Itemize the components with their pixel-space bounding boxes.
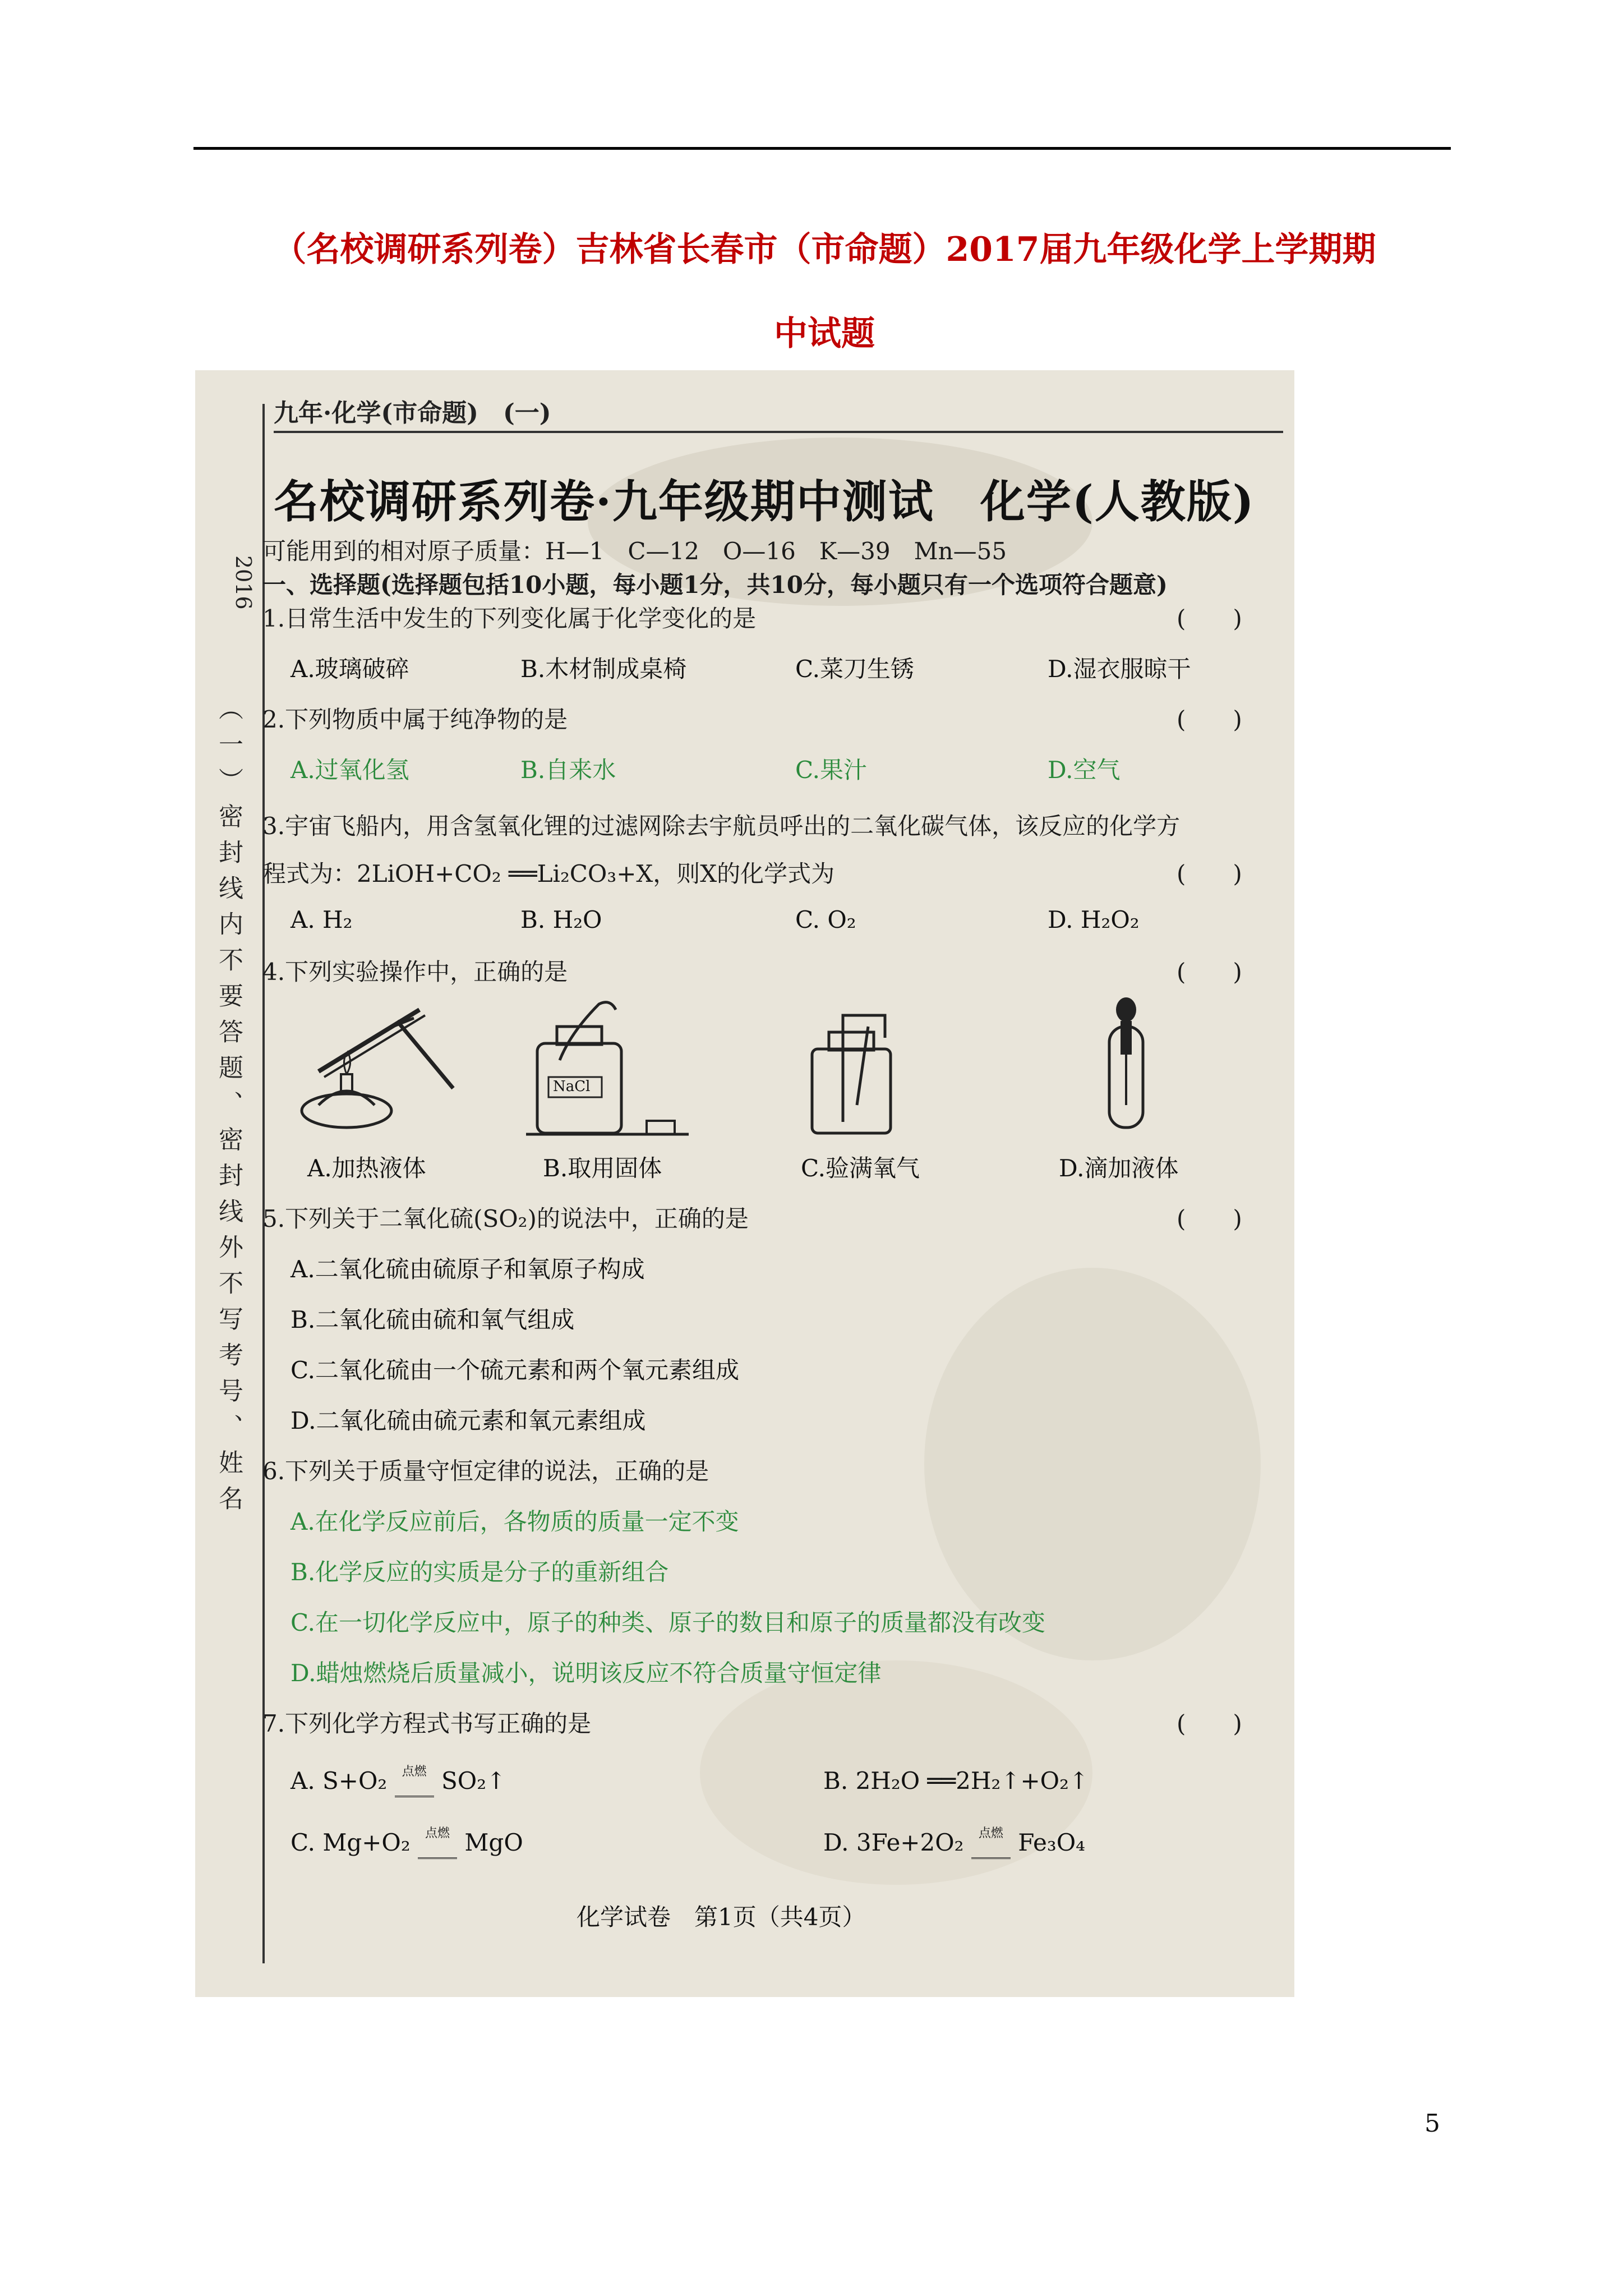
q7-option-a <box>291 1767 506 1797</box>
q7-option-c <box>291 1826 523 1859</box>
question-1-stem: 1.日常生活中发生的下列变化属于化学变化的是 <box>262 605 757 632</box>
q2-option-c: C.果汁 <box>795 756 867 784</box>
binding-vertical-text: （一）密封线内不要答题、密封线外不写考号、姓名 <box>214 696 243 1521</box>
reagent-bottle-illustration <box>526 993 694 1139</box>
question-7-stem: 7.下列化学方程式书写正确的是 <box>262 1710 592 1737</box>
q7-option-b: B. 2H₂O ══2H₂↑+O₂↑ <box>823 1767 1089 1795</box>
q7-a-products: SO₂↑ <box>441 1767 506 1795</box>
q5-option-c: C.二氧化硫由一个硫元素和两个氧元素组成 <box>291 1356 739 1384</box>
reaction-arrow <box>971 1826 1011 1859</box>
q6-option-c: C.在一切化学反应中，原子的种类、原子的数目和原子的质量都没有改变 <box>291 1609 1045 1636</box>
answer-paren: ( ) <box>1177 1710 1242 1737</box>
q1-option-a: A.玻璃破碎 <box>291 655 409 683</box>
q7-option-d <box>823 1826 1086 1859</box>
question-3-stem-line2: 程式为：2LiOH+CO₂ ══Li₂CO₃+X，则X的化学式为 <box>262 860 835 887</box>
exam-main-title: 名校调研系列卷·九年级期中测试 化学(人教版) <box>274 475 1255 528</box>
q3-option-c: C. O₂ <box>795 906 856 933</box>
q6-option-b: B.化学反应的实质是分子的重新组合 <box>291 1558 669 1586</box>
top-rule <box>193 147 1451 150</box>
q2-option-b: B.自来水 <box>520 756 616 784</box>
dropper-test-tube-illustration <box>1081 993 1171 1139</box>
q1-option-c: C.菜刀生锈 <box>795 655 914 683</box>
exam-sheet <box>262 370 1294 1997</box>
scanned-exam-page <box>195 370 1294 1997</box>
q7-c-products: MgO <box>464 1829 523 1856</box>
document-title <box>185 208 1464 376</box>
q4-option-b: B.取用固体 <box>543 1154 662 1182</box>
section-heading: 一、选择题(选择题包括10小题，每小题1分，共10分，每小题只有一个选项符合题意) <box>262 571 1168 599</box>
q3-option-d: D. H₂O₂ <box>1048 906 1140 933</box>
q3-option-b: B. H₂O <box>520 906 602 933</box>
question-4-stem: 4.下列实验操作中，正确的是 <box>262 958 568 986</box>
q2-option-d: D.空气 <box>1048 756 1121 784</box>
page-number: 5 <box>1424 2109 1440 2138</box>
q7-a-reactants: A. S+O₂ <box>291 1767 388 1795</box>
alcohol-lamp-heating-illustration <box>285 999 464 1133</box>
gas-bottle-oxygen-test-illustration <box>790 993 935 1139</box>
q4-option-d: D.滴加液体 <box>1059 1154 1179 1182</box>
question-5-stem: 5.下列关于二氧化硫(SO₂)的说法中，正确的是 <box>262 1205 749 1232</box>
atomic-mass-line: 可能用到的相对原子质量：H—1 C—12 O—16 K—39 Mn—55 <box>262 537 1007 565</box>
answer-paren: ( ) <box>1177 860 1242 887</box>
question-3-stem-line1: 3.宇宙飞船内，用含氢氧化锂的过滤网除去宇航员呼出的二氧化碳气体，该反应的化学方 <box>262 812 1181 840</box>
header-rule <box>274 431 1283 433</box>
reaction-arrow <box>395 1765 434 1797</box>
question-6-stem: 6.下列关于质量守恒定律的说法，正确的是 <box>262 1457 709 1485</box>
q7-c-reactants: C. Mg+O₂ <box>291 1829 411 1856</box>
reaction-condition: 点燃 <box>402 1765 427 1779</box>
document-title-line2: 中试题 <box>774 314 875 353</box>
q1-option-d: D.湿衣服晾干 <box>1048 655 1191 683</box>
question-2-stem: 2.下列物质中属于纯净物的是 <box>262 706 568 733</box>
exam-header: 九年·化学(市命题) (一) <box>274 399 551 427</box>
q5-option-d: D.二氧化硫由硫元素和氧元素组成 <box>291 1407 646 1434</box>
q4-option-c: C.验满氧气 <box>801 1154 920 1182</box>
answer-paren: ( ) <box>1177 958 1242 986</box>
q7-d-products: Fe₃O₄ <box>1018 1829 1086 1856</box>
q6-option-a: A.在化学反应前后，各物质的质量一定不变 <box>291 1508 739 1535</box>
q5-option-a: A.二氧化硫由硫原子和氧原子构成 <box>291 1255 645 1283</box>
q6-option-d: D.蜡烛燃烧后质量减小，说明该反应不符合质量守恒定律 <box>291 1659 882 1687</box>
binding-year: 2016 <box>231 555 256 610</box>
answer-paren: ( ) <box>1177 1205 1242 1232</box>
reaction-arrow <box>418 1826 457 1859</box>
q3-option-a: A. H₂ <box>291 906 353 933</box>
q2-option-a: A.过氧化氢 <box>291 756 409 784</box>
nacl-label: NaCl <box>553 1078 591 1095</box>
q7-d-reactants: D. 3Fe+2O₂ <box>823 1829 964 1856</box>
reaction-condition: 点燃 <box>978 1826 1003 1841</box>
q4-option-a: A.加热液体 <box>307 1154 426 1182</box>
answer-paren: ( ) <box>1177 706 1242 733</box>
q1-option-b: B.木材制成桌椅 <box>520 655 687 683</box>
q5-option-b: B.二氧化硫由硫和氧气组成 <box>291 1306 575 1333</box>
reaction-condition: 点燃 <box>425 1826 450 1841</box>
answer-paren: ( ) <box>1177 605 1242 632</box>
exam-footer: 化学试卷 第1页（共4页） <box>577 1903 866 1931</box>
document-title-line1: （名校调研系列卷）吉林省长春市（市命题）2017届九年级化学上学期期 <box>273 230 1376 269</box>
